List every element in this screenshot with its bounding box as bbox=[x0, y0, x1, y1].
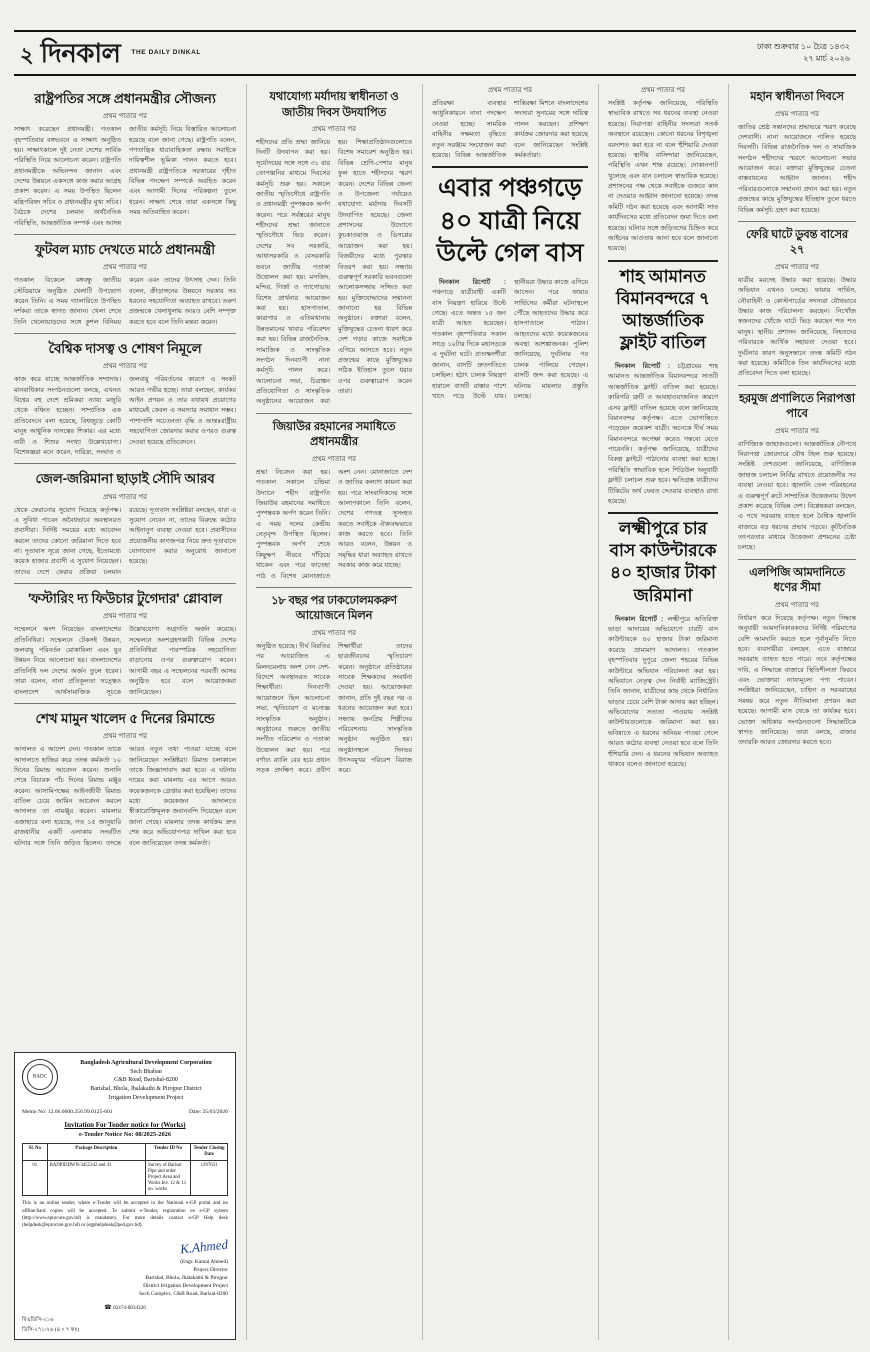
org-line4: Barishal, Bhola, Jhalakathi & Pirojpur District bbox=[90, 1086, 202, 1093]
divider bbox=[256, 413, 412, 414]
article-headline: এলপিজি আমদানিতে ধণের সীমা bbox=[749, 566, 845, 595]
cell-tender-id: 1267631 bbox=[191, 1161, 228, 1196]
article bbox=[608, 518, 718, 770]
article-continued-note: প্রথম পাতার পর bbox=[102, 613, 148, 621]
article-continued-note: প্রথম পাতার পর bbox=[774, 110, 820, 118]
article-headline: জিয়াউর রহমানের সমাধিতে প্রধানমন্ত্রীর bbox=[272, 420, 396, 449]
columns-container bbox=[14, 84, 856, 1340]
article-headline: লক্ষ্মীপুরে চার বাস কাউন্টারকে ৪০ হাজার টাকা জরিমানা bbox=[609, 519, 717, 605]
ad-date: Date: 25/03/2026 bbox=[189, 1109, 228, 1116]
ad-contact bbox=[22, 1304, 228, 1313]
divider bbox=[14, 583, 236, 584]
article bbox=[738, 228, 856, 380]
masthead-left bbox=[20, 40, 201, 66]
article bbox=[14, 241, 236, 328]
divider bbox=[14, 333, 236, 334]
divider bbox=[738, 559, 856, 560]
divider bbox=[256, 587, 412, 588]
ad-memo-row bbox=[22, 1109, 228, 1115]
article-headline: যথাযোগ্য মর্যাদায় স্বাধীনতা ও জাতীয় দিবস উদযাপিত bbox=[269, 91, 399, 119]
article bbox=[608, 84, 718, 255]
table-header-row bbox=[23, 1144, 228, 1161]
ad-subtitle: e-Tender Notice No: 08/2025-2026 bbox=[78, 1131, 172, 1139]
article bbox=[608, 266, 718, 508]
article bbox=[256, 90, 412, 408]
article-continued-note: প্রথম পাতার পর bbox=[102, 264, 148, 272]
article-continued-note: প্রথম পাতার পর bbox=[311, 126, 357, 134]
article bbox=[256, 420, 412, 582]
article-headline: এবার পঞ্চগড়ে ৪০ যাত্রী নিয়ে উল্টে গেল বাস bbox=[436, 174, 584, 268]
th-tender-id: Tender ID No bbox=[145, 1144, 190, 1161]
table-row bbox=[23, 1161, 228, 1196]
article-headline: শেখ মামুন খালেদ ৫ দিনের রিমান্ডে bbox=[35, 710, 215, 726]
th-closing-date: Tender Closing Date bbox=[191, 1144, 228, 1161]
article-text: চট্টগ্রামের শাহ আমানত আন্তর্জাতিক বিমানবন্দরে সাতটি আন্তর্জাতিক ফ্লাইট বাতিল করা হয়েছে। কারিগরি ত্রুটি ও আবহাওয়াজনিত কারণে এসব ফ্লাইট বাতিল হয়েছে বলে জানিয়েছে বিমানবন্দর কর্তৃপক্ষ। এতে ভোগান্তিতে পড়েছেন কয়েকশ যাত্রী। অনেকে দীর্ঘ সময় বিমানবন্দরে অপেক্ষা করেও গন্তব্যে যেতে পারেননি। কর্তৃপক্ষ জানিয়েছে, যাত্রীদের বিকল্প ফ্লাইটে পাঠানোর ব্যবস্থা করা হচ্ছে। পরিস্থিতি স্বাভাবিক হলে শিডিউল অনুযায়ী ফ্লাইট চলাচল শুরু হবে। ক্ষতিগ্রস্ত যাত্রীদের টিকিটের অর্থ ফেরত দেওয়ার ব্যবস্থাও রাখা হয়েছে। bbox=[608, 363, 719, 505]
article-body: আদালত এ আদেশ দেন। গতকাল তাকে আদালতে হাজির করে তদন্ত কর্মকর্তা ১০ দিনের রিমান্ড আবেদন করেন। শুনানি শেষে বিচারক পাঁচ দিনের রিমান্ড মঞ্জুর করেন। আসামিপক্ষের আইনজীবী রিমান্ড বাতিল চেয়ে জামিন আবেদন করলে আদালত তা নামঞ্জুর করেন। মামলার এজাহারে বলা হয়েছে, গত ১৫ জানুয়ারি রাজধানীর একটি এলাকায় সংঘটিত ঘটনার সঙ্গে তিনি জড়িত ছিলেন। তদন্তে আরও নতুন তথ্য পাওয়া যাচ্ছে বলে জানিয়েছেন সংশ্লিষ্টরা। রিমান্ড চলাকালে তাকে জিজ্ঞাসাবাদ করা হবে। এ ঘটনায় দায়ের করা মামলায় এর আগে আরও কয়েকজনকে গ্রেপ্তার করা হয়েছিল। তাদের মধ্যে কয়েকজন আদালতে স্বীকারোক্তিমূলক জবানবন্দি দিয়েছেন বলে জানা গেছে। মামলার তদন্ত কার্যক্রম দ্রুত শেষ করে অভিযোগপত্র দাখিল করা হবে বলে জানিয়েছেন তদন্ত কর্মকর্তা। bbox=[14, 746, 236, 847]
divider bbox=[14, 234, 236, 235]
article-continued-note: প্রথম পাতার পর bbox=[311, 629, 357, 637]
article-text: লক্ষ্মীপুরে অতিরিক্ত ভাড়া আদায়ের অভিযোগে চারটি বাস কাউন্টারকে ৪০ হাজার টাকা জরিমানা করেছে ভ্রাম্যমাণ আদালত। গতকাল বৃহস্পতিবার দুপুরে জেলা শহরের বিভিন্ন কাউন্টারে অভিযান পরিচালনা করা হয়। অভিযানে নেতৃত্ব দেন নির্বাহী ম্যাজিস্ট্রেট। তিনি জানান, যাত্রীদের কাছ থেকে নির্ধারিত ভাড়ার চেয়ে বেশি টাকা আদায় করা হচ্ছিল। অভিযোগের সত্যতা পাওয়ায় সংশ্লিষ্ট কাউন্টারগুলোকে জরিমানা করা হয়। ভবিষ্যতে এ ধরনের অনিয়ম পাওয়া গেলে আরও কঠোর ব্যবস্থা নেওয়া হবে বলে তিনি হুঁশিয়ারি দেন। এ ধরনের অভিযান অব্যাহত থাকবে বলেও জানানো হয়েছে। bbox=[608, 615, 718, 768]
government-seal-icon bbox=[22, 1059, 58, 1095]
article bbox=[432, 84, 588, 161]
dateline-line2: ২৭ মার্চ ২০২৬ bbox=[803, 54, 850, 63]
article bbox=[738, 90, 856, 216]
article-body bbox=[432, 278, 588, 404]
ad-code-1: বিএডিসি-২১৬ bbox=[22, 1317, 54, 1323]
article bbox=[738, 392, 856, 554]
article-continued-note: প্রথম পাতার পর bbox=[102, 733, 148, 741]
article bbox=[256, 594, 412, 777]
article-headline: ফেরি ঘাটে ডুবন্ত বাসের ২৭ bbox=[745, 228, 849, 257]
article-continued-note: প্রথম পাতার পর bbox=[311, 455, 357, 463]
article-body: কাজ করে যাচ্ছে আন্তর্জাতিক সম্প্রদায়। মানবাধিকার সংগঠনগুলো বলছে, এখনও বিশ্বের বহু দেশে শ্রমিকরা ন্যায্য মজুরি থেকে বঞ্চিত হচ্ছেন। সাম্প্রতিক এক প্রতিবেদনে বলা হয়েছে, বিশ্বজুড়ে কোটি মানুষ আধুনিক দাসত্বের শিকার। এর মধ্যে নারী ও শিশুর সংখ্যা উল্লেখযোগ্য। বিশেষজ্ঞরা মনে করেন, দারিদ্র্য, সংঘাত ও জলবায়ু পরিবর্তনের কারণে এ সংকট আরও গভীর হচ্ছে। তারা বলছেন, কার্যকর আইন প্রণয়ন ও তার যথাযথ প্রয়োগের মাধ্যমেই কেবল এ সমস্যার সমাধান সম্ভব। পাশাপাশি সচেতনতা বৃদ্ধি ও আন্তঃরাষ্ট্রীয় সহযোগিতা জোরদার করার ওপরও গুরুত্ব দেওয়া হয়েছে প্রতিবেদনে। bbox=[14, 376, 236, 456]
article bbox=[14, 590, 236, 698]
article-continued-note: প্রথম পাতার পর bbox=[640, 87, 686, 94]
article bbox=[14, 710, 236, 849]
article-dateline: দিনকাল রিপোর্ট : bbox=[615, 363, 671, 370]
ad-title: Invitation For Tender notice for (Works) bbox=[64, 1121, 186, 1130]
article-continued-note: প্রথম পাতার পর bbox=[774, 263, 820, 271]
signature-title: Project Director bbox=[193, 1266, 228, 1273]
ad-organization bbox=[64, 1059, 228, 1102]
signature-line3: District Irrigation Development Project bbox=[143, 1283, 228, 1290]
memo-number: Memo No: 12.06.0600.256.99.0125-601 bbox=[22, 1109, 113, 1116]
divider bbox=[608, 260, 718, 262]
article-continued-note: প্রথম পাতার পর bbox=[487, 87, 533, 94]
seal-label: BADC bbox=[33, 1074, 47, 1080]
article-headline: বৈশ্বিক দাসত্ব ও শোষণ নিমূলে bbox=[48, 341, 202, 357]
paper-name-sub: THE DAILY DINKAL bbox=[131, 49, 201, 56]
ad-header bbox=[22, 1059, 228, 1102]
article-body: নির্ধারণ করে দিয়েছে কর্তৃপক্ষ। নতুন সিদ্ধান্ত অনুযায়ী আমদানিকারকদের নির্দিষ্ট পরিমাণের বেশি আমদানি করতে হলে পূর্বানুমতি নিতে হবে। ব্যবসায়ীরা বলছেন, এতে বাজারে সরবরাহ ব্যাহত হতে পারে। তবে কর্তৃপক্ষের দাবি, এ সিদ্ধান্তে বাজারে স্থিতিশীলতা ফিরবে এবং ভোক্তারা ন্যায্যমূল্যে পণ্য পাবেন। সংশ্লিষ্টরা জানিয়েছেন, চাহিদা ও সরবরাহের সমন্বয় করে নতুন নীতিমালা প্রণয়ন করা হয়েছে। আগামী মাস থেকে তা কার্যকর হবে। ভোক্তা অধিকার সংগঠনগুলো সিদ্ধান্তটিকে স্বাগত জানিয়েছে। তারা বলছে, বাজার তদারকি আরও জোরদার করতে হবে। bbox=[738, 614, 856, 747]
article-continued-note: প্রথম পাতার পর bbox=[102, 113, 148, 121]
tender-table bbox=[22, 1143, 228, 1196]
article-body bbox=[608, 615, 718, 771]
article-headline: মহান স্বাধীনতা দিবসে bbox=[750, 91, 844, 103]
article-body bbox=[608, 362, 718, 507]
article-body: জাতির শ্রেষ্ঠ সন্তানদের শ্রদ্ধাভরে স্মরণ করেছে দেশবাসী। নানা আয়োজনে পালিত হয়েছে দিবসটি। বিভিন্ন রাজনৈতিক দল ও সামাজিক সংগঠন শহীদদের স্মরণে আলোচনা সভার আয়োজন করে। বক্তারা মুক্তিযুদ্ধের চেতনা বাস্তবায়নের আহ্বান জানান। শহীদ পরিবারগুলোকে সম্মাননা প্রদান করা হয়। নতুন প্রজন্মের কাছে মুক্তিযুদ্ধের ইতিহাস তুলে ধরতে বিভিন্ন কর্মসূচি গ্রহণ করা হয়েছে। bbox=[738, 123, 856, 214]
phone-number: 02474-8834326 bbox=[112, 1305, 146, 1312]
org-name: Bangladesh Agricultural Development Corporation bbox=[80, 1060, 212, 1066]
article-body: শ্রদ্ধা নিবেদন করা হয়। গতকাল সকালে চন্দ্রিমা উদ্যানে শহীদ রাষ্ট্রপতি জিয়াউর রহমানের সমাধিতে পুষ্পস্তবক অর্পণ করেন তিনি। এ সময় দলের কেন্দ্রীয় নেতৃবৃন্দ উপস্থিত ছিলেন। পুষ্পস্তবক অর্পণ শেষে কিছুক্ষণ নীরবে দাঁড়িয়ে থাকেন এবং পরে ফাতেহা পাঠ ও বিশেষ মোনাজাতে অংশ নেন। মোনাজাতে দেশ ও জাতির কল্যাণ কামনা করা হয়। পরে সাংবাদিকদের সঙ্গে আলাপকালে তিনি বলেন, দেশের গণতন্ত্র সুসংহত করতে সবাইকে ঐক্যবদ্ধভাবে কাজ করতে হবে। তিনি আরও বলেন, উন্নয়ন ও সমৃদ্ধির ধারা অব্যাহত রাখতে সরকার কাজ করে যাচ্ছে। bbox=[256, 468, 412, 580]
org-line5: Irrigation Development Project bbox=[108, 1094, 184, 1101]
cell-package-code: BADPIDDWN-3455342 and 43 bbox=[47, 1161, 145, 1196]
divider bbox=[738, 385, 856, 386]
article-continued-note: প্রথম পাতার পর bbox=[774, 427, 820, 435]
masthead bbox=[14, 30, 856, 76]
column-1 bbox=[14, 84, 236, 1340]
article-continued-note: প্রথম পাতার পর bbox=[102, 493, 148, 501]
article-text: পঞ্চগড়ে যাত্রীবাহী একটি বাস নিয়ন্ত্রণ হারিয়ে উল্টে গেছে। এতে অন্তত ১৫ জন যাত্রী আহত হয়েছেন। গতকাল বৃহস্পতিবার সকাল সাড়ে ১০টার দিকে মহাসড়কে এ দুর্ঘটনা ঘটে। প্রত্যক্ষদর্শীরা জানান, বাসটি দ্রুতগতিতে চলছিল। হঠাৎ চালক নিয়ন্ত্রণ হারালে বাসটি রাস্তার পাশে খাদে পড়ে উল্টে যায়। স্থানীয়রা উদ্ধার কাজে এগিয়ে আসেন। পরে ফায়ার সার্ভিসের কর্মীরা ঘটনাস্থলে পৌঁছে আহতদের উদ্ধার করে হাসপাতালে পাঠান। আহতদের মধ্যে কয়েকজনের অবস্থা আশঙ্কাজনক। পুলিশ জানিয়েছে, দুর্ঘটনার পর চালক পালিয়ে গেছেন। বাসটি জব্দ করা হয়েছে। এ ঘটনায় মামলার প্রস্তুতি চলছে। bbox=[432, 278, 588, 400]
article-body: গতকাল বিকেলে বঙ্গবন্ধু জাতীয় স্টেডিয়ামে অনুষ্ঠিত খেলাটি উপভোগ করেন তিনি। এ সময় গ্যালারিতে উপস্থিত দর্শকরা তাকে স্বাগত জানান। খেলা শেষে তিনি খেলোয়াড়দের সঙ্গে কুশল বিনিময় করেন এবং তাদের উৎসাহ দেন। তিনি বলেন, ক্রীড়াঙ্গনের উন্নয়নে সরকার সব ধরনের সহযোগিতা অব্যাহত রাখবে। তরুণ প্রজন্মকে খেলাধুলায় আরও বেশি সম্পৃক্ত করতে হবে বলে তিনি মন্তব্য করেন। bbox=[14, 277, 236, 326]
column-2 bbox=[246, 84, 412, 1340]
cell-sl-no: 01 bbox=[23, 1161, 48, 1196]
signature-line2: Barishal, Bhola, Jhalakathi & Pirojpur bbox=[145, 1275, 228, 1282]
article-lead bbox=[432, 172, 588, 404]
tender-advertisement bbox=[14, 1052, 236, 1340]
article-body: সাক্ষাৎ করেছেন প্রধানমন্ত্রী। গতকাল বৃহস্পতিবার বঙ্গভবনে এ সাক্ষাৎ অনুষ্ঠিত হয়। সাক্ষাৎকালে দুই নেতা দেশের সার্বিক পরিস্থিতি নিয়ে আলোচনা করেন। রাষ্ট্রপতি প্রধানমন্ত্রীকে অভিনন্দন জানান এবং দেশের উন্নয়নে একসঙ্গে কাজ করার আগ্রহ প্রকাশ করেন। এ সময় উপস্থিত ছিলেন মন্ত্রিপরিষদ সচিব ও প্রধানমন্ত্রীর মুখ্য সচিব। বৈঠকে দেশের চলমান অর্থনৈতিক পরিস্থিতি, আন্তর্জাতিক সম্পর্ক এবং আসন্ন জাতীয় কর্মসূচি নিয়ে বিস্তারিত আলোচনা হয়েছে বলে জানা গেছে। রাষ্ট্রপতি বলেন, গণতান্ত্রিক ধারাবাহিকতা রক্ষায় সবাইকে দায়িত্বশীল ভূমিকা পালন করতে হবে। প্রধানমন্ত্রী রাষ্ট্রপতিকে সরকারের গৃহীত বিভিন্ন পদক্ষেপ সম্পর্কে অবহিত করেন এবং আগামী দিনের পরিকল্পনা তুলে ধরেন। সাক্ষাৎ শেষে তারা একসঙ্গে কিছু সময় অতিবাহিত করেন। bbox=[14, 126, 236, 227]
article-body: বাণিজ্যিক জাহাজগুলো। আন্তর্জাতিক নৌপথে নিরাপত্তা জোরদারে যৌথ টহল শুরু হয়েছে। সংশ্লিষ্ট দেশগুলো জানিয়েছে, বাণিজ্যিক জাহাজ চলাচল নির্বিঘ্ন রাখতে প্রয়োজনীয় সব ব্যবস্থা নেওয়া হবে। জ্বালানি তেল পরিবহনের এ গুরুত্বপূর্ণ রুটে সাম্প্রতিক উত্তেজনায় উদ্বেগ প্রকাশ করেছে বিভিন্ন দেশ। বিশ্লেষকরা বলছেন, এ পথে সরবরাহ ব্যাহত হলে বৈশ্বিক জ্বালানি বাজারে বড় ধরনের প্রভাব পড়বে। কূটনৈতিক তৎপরতার মাধ্যমে উত্তেজনা প্রশমনের চেষ্টা চলছে। bbox=[738, 440, 856, 552]
article bbox=[14, 90, 236, 229]
article-headline: 'ফস্টারিং দ্য ফিউচার টুগেদার' গ্লোবাল bbox=[28, 591, 222, 607]
divider bbox=[738, 221, 856, 222]
page-number: ২ bbox=[20, 44, 34, 67]
divider bbox=[432, 166, 588, 168]
org-line3: C&B Road, Barishal-8200 bbox=[114, 1077, 178, 1084]
masthead-dateline bbox=[757, 41, 850, 65]
article bbox=[738, 566, 856, 749]
divider bbox=[608, 512, 718, 514]
phone-icon: ☎ bbox=[104, 1305, 112, 1312]
article-headline: জেল-জরিমানা ছাড়াই সৌদি আরব bbox=[35, 471, 215, 487]
article-headline: ১৮ বছর পর ঢাকঢোলমকরুণ আয়োজনে মিলন bbox=[271, 594, 397, 623]
column-3 bbox=[422, 84, 588, 1340]
signature-line4: Sech Complex, C&B Road, Barisal-8200 bbox=[139, 1291, 228, 1298]
article-dateline: দিনকাল রিপোর্ট : bbox=[439, 278, 506, 286]
article-dateline: দিনকাল রিপোর্ট : bbox=[615, 615, 664, 623]
ad-note: This is an online tender, where e-Tender will be accepted in the National e-GP portal and no offline/hard copies will be accepted. To submit e-Tender, registration on e-GP system (http://www.eprocure.gov.bd) is mandatory. For more details contact e-GP Help desk (helpdesk@eprocure.gov.bd) or (egphelpdesk@ped.gov.bd). bbox=[22, 1201, 228, 1229]
article-body: শহীদদের প্রতি শ্রদ্ধা জানিয়ে দিনটি উদযাপন করা হয়। সূর্যোদয়ের সঙ্গে সঙ্গে ৩১ বার তোপধ্বনির মাধ্যমে দিবসের কর্মসূচি শুরু হয়। সকালে জাতীয় স্মৃতিসৌধে রাষ্ট্রপতি ও প্রধানমন্ত্রী পুষ্পস্তবক অর্পণ করেন। পরে সর্বস্তরের মানুষ শহীদদের শ্রদ্ধা জানাতে স্মৃতিসৌধে ভিড় করেন। দেশের সব সরকারি, আধাসরকারি ও বেসরকারি ভবনে জাতীয় পতাকা উত্তোলন করা হয়। মসজিদ, মন্দির, গির্জা ও প্যাগোডায় বিশেষ প্রার্থনার আয়োজন করা হয়। হাসপাতাল, কারাগার ও এতিমখানায় উন্নতমানের খাবার পরিবেশন করা হয়। বিভিন্ন রাজনৈতিক, সামাজিক ও সাংস্কৃতিক সংগঠন দিনব্যাপী নানা কর্মসূচি পালন করে। আলোচনা সভা, চিত্রাঙ্কন প্রতিযোগিতা ও সাংস্কৃতিক অনুষ্ঠানের আয়োজন করা হয়। শিক্ষাপ্রতিষ্ঠানগুলোতে বিশেষ সমাবেশ অনুষ্ঠিত হয়। বিভিন্ন শ্রেণি-পেশার মানুষ ফুল হাতে শহীদদের স্মরণ করেন। দেশের বিভিন্ন জেলা ও উপজেলা পর্যায়েও যথাযোগ্য মর্যাদায় দিবসটি উদযাপিত হয়েছে। জেলা প্রশাসনের উদ্যোগে কুচকাওয়াজ ও ডিসপ্লের আয়োজন করা হয়। বিজয়ীদের মধ্যে পুরস্কার বিতরণ করা হয়। সন্ধ্যায় গুরুত্বপূর্ণ সরকারি ভবনগুলো আলোকসজ্জায় সজ্জিত করা হয়। মুক্তিযোদ্ধাদের সম্মাননা জানানো হয় বিভিন্ন অনুষ্ঠানে। বক্তারা বলেন, মুক্তিযুদ্ধের চেতনা ধারণ করে দেশ গড়ার কাজে সবাইকে এগিয়ে আসতে হবে। নতুন প্রজন্মের কাছে মুক্তিযুদ্ধের সঠিক ইতিহাস তুলে ধরার ওপর গুরুত্বারোপ করেন তারা। bbox=[256, 139, 412, 406]
article-headline: হরমুজ প্রণালিতে নিরাপত্তা পাবে bbox=[739, 392, 855, 421]
article-body: সংশ্লিষ্ট কর্তৃপক্ষ জানিয়েছে, পরিস্থিতি স্বাভাবিক রাখতে সব ধরনের ব্যবস্থা নেওয়া হয়েছে। নিরাপত্তা বাহিনীর সদস্যরা সতর্ক অবস্থানে রয়েছেন। কোনো ধরনের বিশৃঙ্খলা বরদাশত করা হবে না বলে হুঁশিয়ারি দেওয়া হয়েছে। স্থানীয় বাসিন্দারা জানিয়েছেন, পরিস্থিতি এখন শান্ত রয়েছে। দোকানপাট খুলেছে এবং যান চলাচল স্বাভাবিক হয়েছে। প্রশাসনের পক্ষ থেকে সবাইকে গুজবে কান না দেওয়ার আহ্বান জানানো হয়েছে। তদন্ত কমিটি গঠন করা হয়েছে এবং আগামী সাত কার্যদিবসের মধ্যে প্রতিবেদন জমা দিতে বলা হয়েছে। ঘটনার সঙ্গে জড়িতদের চিহ্নিত করে আইনের আওতায় আনা হবে বলে জানানো হয়েছে। bbox=[608, 100, 718, 253]
article-body: থেকে ফেরানোর সুযোগ দিয়েছে কর্তৃপক্ষ। এ সুবিধা পাবেন অবৈধভাবে অবস্থানরত প্রবাসীরা। নির্দিষ্ট সময়ের মধ্যে আবেদন করলে তাদের কোনো জরিমানা দিতে হবে না। দূতাবাস সূত্রে জানা গেছে, ইতোমধ্যে কয়েক হাজার প্রবাসী এ সুযোগ নিয়েছেন। তাদের দেশে ফেরার প্রক্রিয়া চলমান রয়েছে। দূতাবাস সংশ্লিষ্টরা বলছেন, যারা এ সুযোগ নেবেন না, তাদের বিরুদ্ধে কঠোর আইনানুগ ব্যবস্থা নেওয়া হবে। প্রবাসীদের প্রয়োজনীয় কাগজপত্র নিয়ে দ্রুত দূতাবাসে যোগাযোগ করার অনুরোধ জানানো হয়েছে। bbox=[14, 506, 236, 576]
dateline-line1: ঢাকা শুক্রবার ১০ চৈত্র ১৪৩২ bbox=[756, 42, 850, 51]
article-body: প্রতিরক্ষা ব্যবস্থার আধুনিকায়নে নানা পদক্ষেপ নেওয়া হচ্ছে। সামরিক বাহিনীর সক্ষমতা বৃদ্ধিতে নতুন সরঞ্জাম সংযোজন করা হয়েছে। বিভিন্ন আন্তর্জাতিক শান্তিরক্ষা মিশনে বাংলাদেশের সদস্যরা সুনামের সঙ্গে দায়িত্ব পালন করছেন। প্রশিক্ষণ কার্যক্রম জোরদার করা হয়েছে বলে জানিয়েছেন সংশ্লিষ্ট কর্মকর্তারা। bbox=[432, 100, 588, 159]
article bbox=[14, 340, 236, 458]
article-continued-note: প্রথম পাতার পর bbox=[774, 601, 820, 609]
ad-signature bbox=[22, 1237, 228, 1298]
th-package-description: Package Description bbox=[47, 1144, 145, 1161]
article-headline: রাষ্ট্রপতির সঙ্গে প্রধানমন্ত্রীর সৌজন্য bbox=[34, 91, 216, 106]
article-body: যাত্রীর মরদেহ উদ্ধার করা হয়েছে। উদ্ধার অভিযান এখনও চলছে। ফায়ার সার্ভিস, নৌবাহিনী ও কোস্টগার্ডের সদস্যরা যৌথভাবে উদ্ধার কাজ পরিচালনা করছেন। নিখোঁজ স্বজনদের খোঁজে ঘাটে ভিড় করছেন শত শত মানুষ। স্থানীয় প্রশাসন জানিয়েছে, নিহতদের পরিবারকে আর্থিক সহায়তা দেওয়া হবে। দুর্ঘটনার কারণ অনুসন্ধানে তদন্ত কমিটি গঠন করা হয়েছে। কমিটিকে তিন কার্যদিবসের মধ্যে প্রতিবেদন দিতে বলা হয়েছে। bbox=[738, 276, 856, 378]
paper-name: দিনকাল bbox=[40, 38, 121, 68]
org-line2: Sech Bhaban bbox=[130, 1068, 162, 1075]
column-5 bbox=[728, 84, 856, 1340]
divider bbox=[14, 703, 236, 704]
column-4 bbox=[598, 84, 718, 1340]
article-body: অনুষ্ঠিত হয়েছে। দীর্ঘ বিরতির পর আয়োজিত এ মিলনমেলায় অংশ নেন দেশ-বিদেশে অবস্থানরত সাবেক শিক্ষার্থীরা। দিনব্যাপী আয়োজনে ছিল আলোচনা সভা, স্মৃতিচারণ ও মনোজ্ঞ সাংস্কৃতিক অনুষ্ঠান। অনুষ্ঠানের শুরুতে জাতীয় সংগীত পরিবেশন ও পতাকা উত্তোলন করা হয়। পরে বর্ণাঢ্য র‌্যালি বের হয়ে প্রধান সড়ক প্রদক্ষিণ করে। প্রবীণ শিক্ষার্থীরা তাদের ছাত্রজীবনের স্মৃতিচারণ করেন। অনুষ্ঠানে প্রতিষ্ঠানের সাবেক শিক্ষকদের সংবর্ধনা দেওয়া হয়। আয়োজকরা জানান, প্রতি দুই বছর পর এ ধরনের আয়োজন করা হবে। সন্ধ্যায় জনপ্রিয় শিল্পীদের পরিবেশনায় সাংস্কৃতিক অনুষ্ঠান অনুষ্ঠিত হয়। অনুষ্ঠানস্থলে দিনভর উৎসবমুখর পরিবেশ বিরাজ করে। bbox=[256, 642, 412, 775]
divider bbox=[14, 463, 236, 464]
article-headline: ফুটবল ম্যাচ দেখতে মাঠে প্রধানমন্ত্রী bbox=[35, 241, 215, 257]
handwritten-signature: K.Ahmed bbox=[179, 1236, 229, 1257]
article-continued-note: প্রথম পাতার পর bbox=[102, 363, 148, 371]
signature-name: (Engr. Kamal Ahmed) bbox=[180, 1258, 228, 1265]
cell-package-description: Survey of Barisal Pipe and order Project Area and Works Inv. 12 & 13 no. works bbox=[145, 1161, 190, 1196]
ad-code-2: ডিসি-২৭১/২৬ (৪ × ৭ কঃ) bbox=[22, 1327, 80, 1333]
article-body: সম্মেলনে অংশ নিয়েছেন বাংলাদেশের প্রতিনিধিরা। সম্মেলনে টেকসই উন্নয়ন, জলবায়ু পরিবর্তন মোকাবিলা এবং যুব উন্নয়ন নিয়ে আলোচনা হয়। বাংলাদেশের প্রতিনিধি দল দেশের অর্জন তুলে ধরেন। তারা বলেন, নানা প্রতিকূলতা সত্ত্বেও বাংলাদেশ আর্থসামাজিক সূচকে উল্লেখযোগ্য অগ্রগতি অর্জন করেছে। সম্মেলনে অংশগ্রহণকারী বিভিন্ন দেশের প্রতিনিধিরা পারস্পরিক সহযোগিতা বাড়ানোর ওপর গুরুত্বারোপ করেন। আগামী বছর এ সম্মেলনের পরবর্তী আসর অনুষ্ঠিত হবে বলে আয়োজকরা জানিয়েছেন। bbox=[14, 626, 236, 696]
th-sl-no: Sl. No bbox=[23, 1144, 48, 1161]
article-headline: শাহ আমানত বিমানবন্দরে ৭ আন্তর্জাতিক ফ্লাইট বাতিল bbox=[616, 266, 710, 352]
article bbox=[14, 470, 236, 578]
